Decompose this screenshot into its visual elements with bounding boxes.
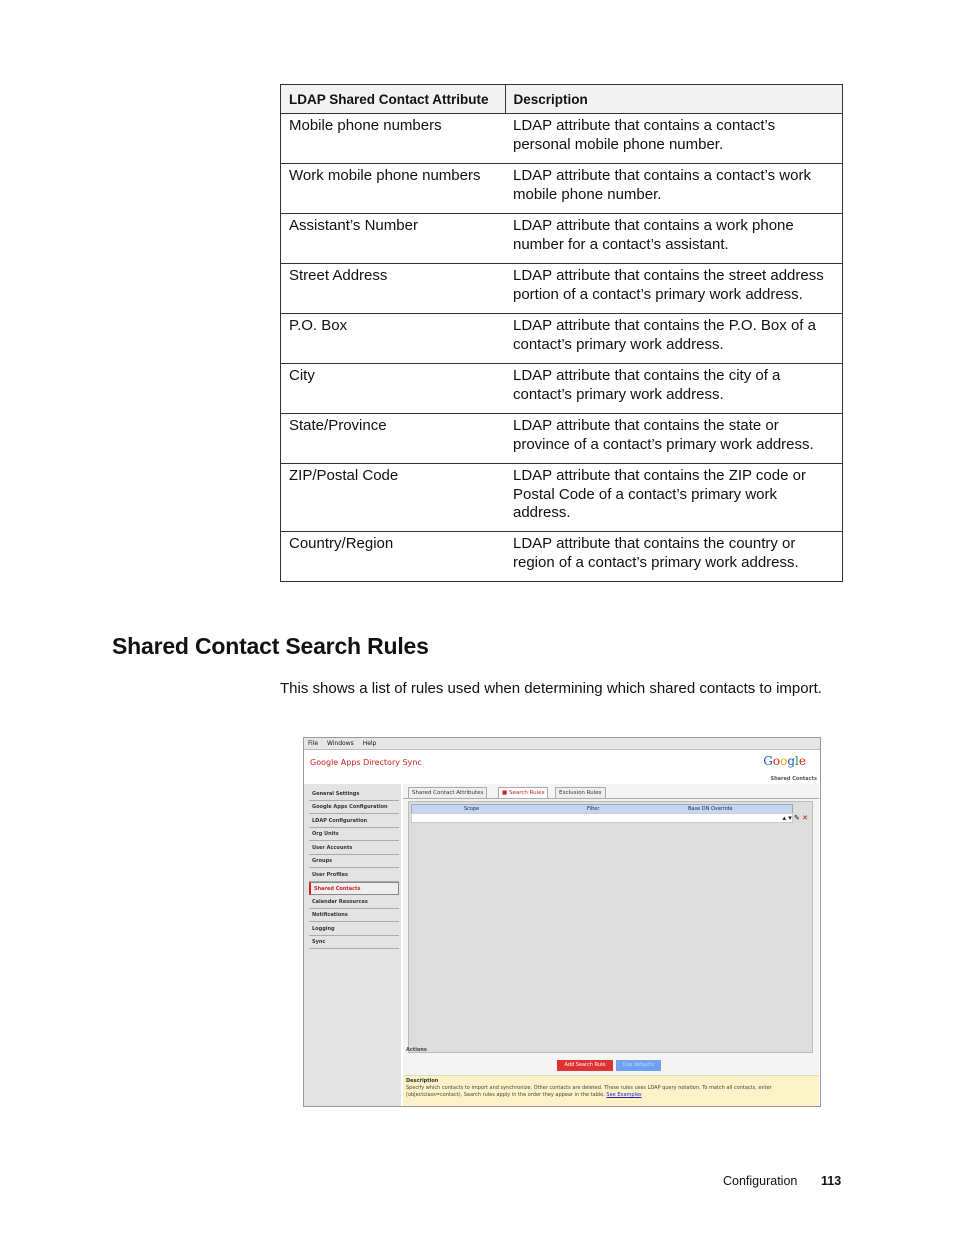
sidebar-item-groups[interactable]: Groups — [309, 855, 399, 868]
table-row — [281, 264, 843, 314]
sidebar-item-org-units[interactable]: Org Units — [309, 828, 399, 841]
column-header-description: Description — [505, 85, 843, 114]
tab-search-rules[interactable]: ■ Search Rules — [498, 787, 548, 798]
description-title: Description — [406, 1078, 439, 1084]
sidebar-item-calendar-resources[interactable]: Calendar Resources — [309, 896, 399, 909]
menu-bar — [304, 738, 820, 750]
see-examples-link[interactable]: See Examples — [606, 1092, 642, 1098]
table-row[interactable] — [411, 813, 793, 823]
tab-bar — [403, 784, 819, 799]
description-cell: LDAP attribute that contains the city of a contact’s primary work address. — [505, 364, 843, 414]
attribute-table — [280, 84, 843, 582]
table-row — [281, 314, 843, 364]
table-row — [281, 364, 843, 414]
table-row — [281, 414, 843, 464]
actions-label: Actions — [406, 1047, 427, 1053]
description-cell: LDAP attribute that contains a contact’s personal mobile phone number. — [505, 114, 843, 164]
rule-toolbar — [783, 814, 808, 822]
attribute-cell: P.O. Box — [281, 314, 506, 364]
sidebar-item-logging[interactable]: Logging — [309, 923, 399, 936]
table-row — [281, 464, 843, 532]
description-cell: LDAP attribute that contains the ZIP code or Postal Code of a contact’s primary work address. — [505, 464, 843, 532]
sidebar — [304, 784, 401, 1106]
column-base-dn-override[interactable]: Base DN Override — [688, 806, 733, 812]
main-panel — [403, 784, 819, 1106]
arrow-up-icon[interactable]: ▴ — [782, 814, 787, 822]
description-cell: LDAP attribute that contains a work phone number for a contact’s assistant. — [505, 214, 843, 264]
menu-windows[interactable]: Windows — [326, 740, 354, 747]
table-row — [281, 214, 843, 264]
description-text: Specify which contacts to import and synchronize. Other contacts are deleted. These rules uses LDAP query notation. To match all contacts, enter (objectclass=contact). Search rules apply in the order they appear in the table. — [406, 1085, 772, 1098]
attribute-cell: Assistant’s Number — [281, 214, 506, 264]
section-intro: This shows a list of rules used when determining which shared contacts to import. — [280, 680, 822, 697]
sidebar-item-shared-contacts[interactable]: Shared Contacts — [309, 882, 399, 895]
rules-table — [408, 801, 813, 1053]
attribute-cell: ZIP/Postal Code — [281, 464, 506, 532]
sidebar-item-ldap-configuration[interactable]: LDAP Configuration — [309, 815, 399, 828]
description-body — [406, 1085, 811, 1099]
description-cell: LDAP attribute that contains the country or region of a contact’s primary work address. — [505, 532, 843, 582]
sidebar-item-general-settings[interactable]: General Settings — [309, 788, 399, 801]
delete-icon[interactable]: ✕ — [802, 814, 808, 822]
attribute-cell: Mobile phone numbers — [281, 114, 506, 164]
description-box — [403, 1075, 819, 1107]
tab-shared-contact-attributes[interactable]: Shared Contact Attributes — [408, 787, 487, 798]
sidebar-item-sync[interactable]: Sync — [309, 936, 399, 949]
attribute-cell: City — [281, 364, 506, 414]
description-cell: LDAP attribute that contains the state or province of a contact’s primary work address. — [505, 414, 843, 464]
column-header-attribute: LDAP Shared Contact Attribute — [281, 85, 506, 114]
sidebar-item-user-accounts[interactable]: User Accounts — [309, 842, 399, 855]
footer-section: Configuration — [723, 1174, 798, 1188]
attribute-cell: Work mobile phone numbers — [281, 164, 506, 214]
table-row — [281, 164, 843, 214]
app-screenshot — [303, 737, 821, 1107]
tab-search-rules-label: Search Rules — [508, 790, 545, 796]
description-cell: LDAP attribute that contains the P.O. Box of a contact’s primary work address. — [505, 314, 843, 364]
page-label: Shared Contacts — [770, 776, 817, 782]
arrow-down-icon[interactable]: ▾ — [788, 814, 792, 822]
menu-help[interactable]: Help — [362, 740, 377, 747]
column-filter[interactable]: Filter — [587, 806, 600, 812]
edit-icon[interactable]: ✎ — [794, 814, 800, 822]
tab-exclusion-rules[interactable]: Exclusion Rules — [555, 787, 606, 798]
use-defaults-button[interactable]: Use defaults — [616, 1060, 661, 1071]
sidebar-item-notifications[interactable]: Notifications — [309, 909, 399, 922]
column-scope[interactable]: Scope — [464, 806, 480, 812]
section-title: Shared Contact Search Rules — [112, 633, 429, 659]
table-row — [281, 114, 843, 164]
app-title: Google Apps Directory Sync — [310, 758, 422, 767]
page-number: 113 — [821, 1174, 842, 1188]
attribute-cell: Street Address — [281, 264, 506, 314]
attribute-cell: Country/Region — [281, 532, 506, 582]
menu-file[interactable]: File — [308, 740, 319, 747]
description-cell: LDAP attribute that contains the street address portion of a contact’s primary work address. — [505, 264, 843, 314]
sidebar-item-google-apps-configuration[interactable]: Google Apps Configuration — [309, 801, 399, 814]
add-search-rule-button[interactable]: Add Search Rule — [557, 1060, 613, 1071]
attribute-cell: State/Province — [281, 414, 506, 464]
table-row — [281, 532, 843, 582]
description-cell: LDAP attribute that contains a contact’s work mobile phone number. — [505, 164, 843, 214]
google-logo: Google — [763, 754, 806, 768]
sidebar-item-user-profiles[interactable]: User Profiles — [309, 869, 399, 882]
